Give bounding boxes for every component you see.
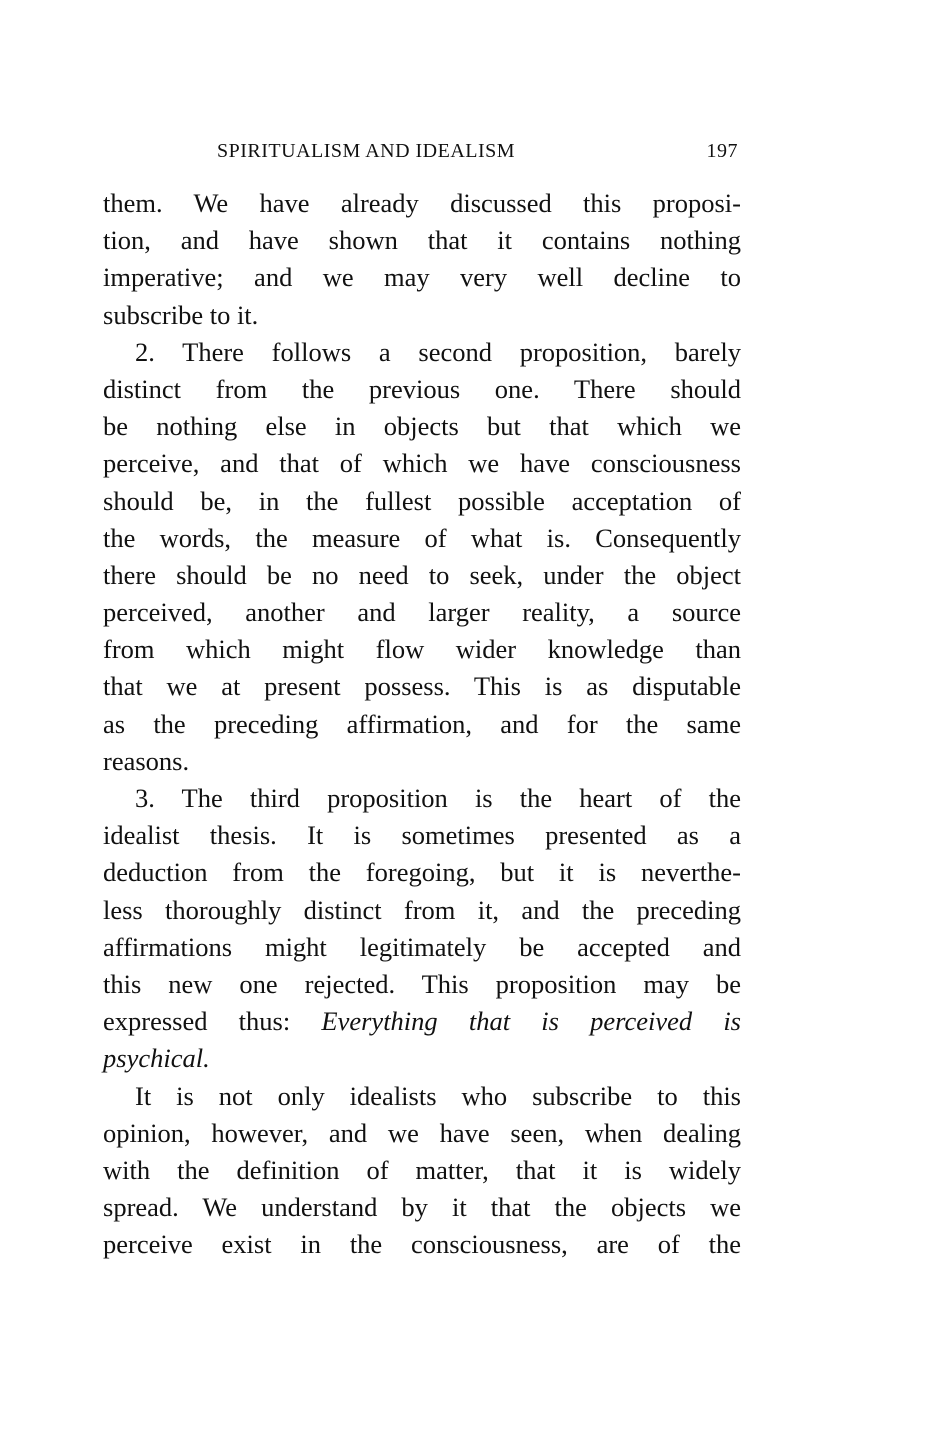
text-line: them. We have already discussed this proposi- [103,188,741,218]
text-line: affirmations might legitimately be accepted and [103,931,741,962]
text-line: as the preceding affirmation, and for the same [103,708,741,739]
text-line: perceive exist in the consciousness, are of the [103,1229,741,1260]
text-line: spread. We understand by it that the objects we [103,1192,741,1223]
text-line: from which might flow wider knowledge than [103,634,741,665]
text-line: perceived, another and larger reality, a source [103,597,741,628]
text-line: opinion, however, and we have seen, when dealing [103,1117,741,1148]
text-line [103,1040,741,1077]
text-line: less thoroughly distinct from it, and the preceding [103,894,741,925]
page-number: 197 [706,140,738,162]
text-line: distinct from the previous one. There should [103,373,741,404]
text-line: that we at present possess. This is as disputable [103,671,741,702]
text-line: reasons. [103,745,190,776]
italic-thesis-statement: Everything that is perceived is [321,1006,741,1037]
paragraph-4 [103,1078,741,1264]
text-line: imperative; and we may very well decline to [103,262,741,293]
text-fragment: expressed thus: [103,1006,291,1037]
text-line: 3. The third proposition is the heart of the [135,783,741,813]
text-line: subscribe to it. [103,299,259,330]
paragraph-3-third-proposition [103,780,741,1078]
text-line: perceive, and that of which we have consciousness [103,448,741,479]
body-text [103,185,741,1263]
text-line: be nothing else in objects but that which we [103,411,741,442]
chapter-title: SPIRITUALISM AND IDEALISM [217,140,516,162]
text-line: the words, the measure of what is. Consequently [103,522,741,553]
italic-thesis-statement-continued: psychical. [103,1043,210,1074]
text-line: there should be no need to seek, under the object [103,559,741,590]
text-line: deduction from the foregoing, but it is neverthe- [103,857,741,888]
text-line: tion, and have shown that it contains nothing [103,225,741,256]
text-line: It is not only idealists who subscribe to this [135,1080,741,1111]
text-line: idealist thesis. It is sometimes presented as a [103,820,741,851]
text-line: this new one rejected. This proposition may be [103,968,741,999]
paragraph-1 [103,185,741,334]
paragraph-2-second-proposition [103,334,741,780]
running-head [103,140,740,170]
text-line: should be, in the fullest possible acceptation of [103,485,741,516]
text-line: with the definition of matter, that it is widely [103,1154,741,1185]
text-line: 2. There follows a second proposition, barely [135,336,741,367]
text-line-mixed [103,1003,741,1040]
